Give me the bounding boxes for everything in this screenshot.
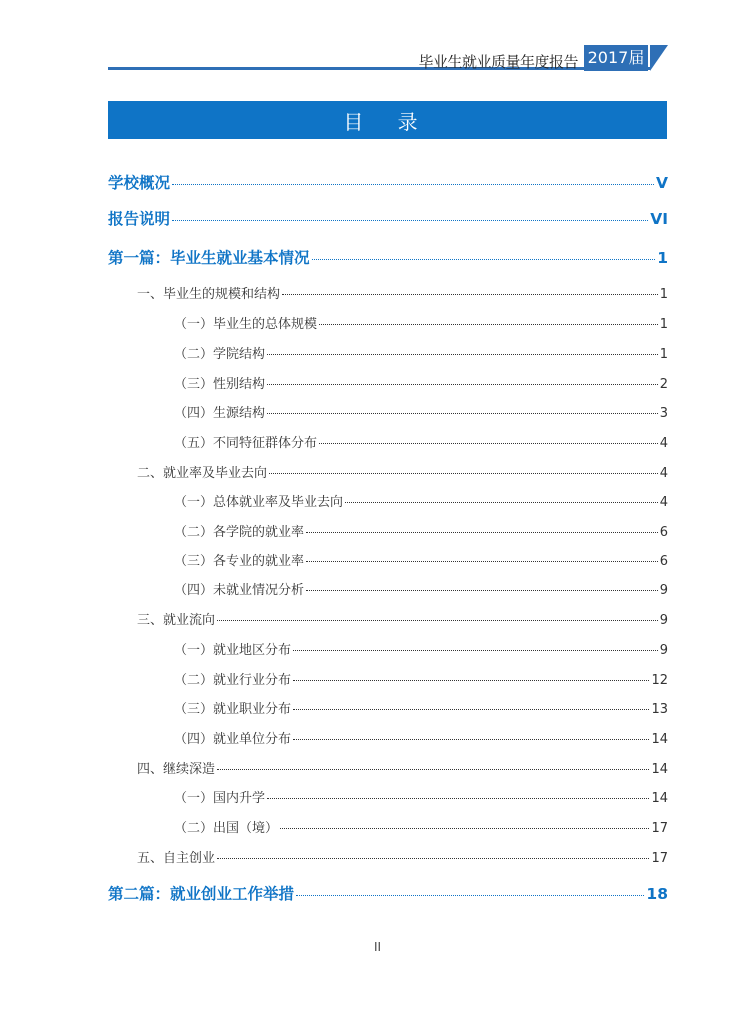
- toc-entry-page: 1: [657, 249, 668, 267]
- toc-entry-page: 6: [659, 554, 668, 569]
- toc-leader-dots: [293, 709, 649, 710]
- toc-entry-label: 一、毕业生的规模和结构: [137, 287, 281, 302]
- toc-leader-dots: [172, 184, 654, 185]
- toc-entry-label: （三）各专业的就业率: [174, 554, 305, 569]
- toc-title-bar: [108, 101, 667, 139]
- header-year-badge: 2017届: [584, 45, 648, 71]
- toc-entry[interactable]: [137, 847, 668, 866]
- toc-entry-label: （二）各学院的就业率: [174, 525, 305, 540]
- toc-entry-page: 4: [659, 495, 668, 510]
- toc-entry[interactable]: [174, 669, 668, 688]
- toc-leader-dots: [267, 354, 658, 355]
- toc-entry-label: （四）未就业情况分析: [174, 583, 305, 598]
- toc-entry-page: 17: [651, 821, 668, 836]
- toc-entry[interactable]: [174, 728, 668, 747]
- toc-entry-label: 四、继续深造: [137, 762, 216, 777]
- toc-entry-page: 18: [646, 885, 668, 903]
- toc-leader-dots: [217, 858, 649, 859]
- toc-leader-dots: [319, 443, 658, 444]
- toc-entry[interactable]: [174, 550, 668, 569]
- toc-leader-dots: [293, 650, 658, 651]
- toc-entry[interactable]: [174, 373, 668, 392]
- toc-entry-label: 学校概况: [108, 174, 171, 192]
- toc-entry[interactable]: [174, 402, 668, 421]
- toc-entry-label: （三）性别结构: [174, 377, 266, 392]
- toc-entry-label: （一）国内升学: [174, 791, 266, 806]
- toc-entry[interactable]: [174, 639, 668, 658]
- toc-entry-page: 1: [659, 317, 668, 332]
- toc-entry-page: 14: [651, 791, 668, 806]
- toc-leader-dots: [280, 828, 649, 829]
- toc-entry-label: 三、就业流向: [137, 613, 216, 628]
- toc-entry-page: 1: [659, 287, 668, 302]
- toc-entry[interactable]: [174, 787, 668, 806]
- header-title: 毕业生就业质量年度报告: [418, 53, 578, 71]
- toc-leader-dots: [282, 294, 658, 295]
- toc-title: 目 录: [343, 109, 432, 134]
- toc-leader-dots: [293, 680, 649, 681]
- toc-entry-page: 14: [651, 762, 668, 777]
- toc-entry-page: VI: [650, 210, 668, 228]
- toc-entry-label: （四）生源结构: [174, 406, 266, 421]
- toc-entry[interactable]: [174, 313, 668, 332]
- toc-leader-dots: [217, 769, 649, 770]
- toc-entry-label: （五）不同特征群体分布: [174, 436, 318, 451]
- toc-leader-dots: [293, 739, 649, 740]
- header-triangle: [650, 45, 668, 71]
- toc-entry-label: 第二篇：就业创业工作举措: [108, 885, 295, 903]
- toc-entry[interactable]: [108, 246, 668, 268]
- toc-leader-dots: [217, 620, 658, 621]
- toc-entry-label: （四）就业单位分布: [174, 732, 292, 747]
- toc-entry[interactable]: [108, 171, 668, 193]
- toc-entry[interactable]: [174, 579, 668, 598]
- toc-entry-page: 4: [659, 466, 668, 481]
- toc-entry-label: （一）就业地区分布: [174, 643, 292, 658]
- toc-entry[interactable]: [137, 609, 668, 628]
- toc-entry-page: V: [656, 174, 668, 192]
- toc-entry-page: 13: [651, 702, 668, 717]
- toc-entry[interactable]: [108, 207, 668, 229]
- toc-entry-page: 9: [659, 643, 668, 658]
- toc-entry-label: （二）就业行业分布: [174, 673, 292, 688]
- toc-entry[interactable]: [137, 462, 668, 481]
- toc-entry-page: 4: [659, 436, 668, 451]
- toc-entry[interactable]: [174, 521, 668, 540]
- toc-entry-page: 2: [659, 377, 668, 392]
- toc-leader-dots: [306, 590, 658, 591]
- toc-entry[interactable]: [174, 698, 668, 717]
- toc-entry[interactable]: [174, 432, 668, 451]
- toc-entry[interactable]: [137, 758, 668, 777]
- toc-entry-label: （一）毕业生的总体规模: [174, 317, 318, 332]
- toc-entry-page: 6: [659, 525, 668, 540]
- toc-entry-label: 第一篇：毕业生就业基本情况: [108, 249, 310, 267]
- toc-entry-label: （二）出国（境）: [174, 821, 279, 836]
- toc-leader-dots: [319, 324, 658, 325]
- page-header: [108, 40, 668, 74]
- toc-entry-label: （一）总体就业率及毕业去向: [174, 495, 344, 510]
- toc-leader-dots: [306, 561, 658, 562]
- toc-entry-label: （二）学院结构: [174, 347, 266, 362]
- toc-entry-label: （三）就业职业分布: [174, 702, 292, 717]
- toc-leader-dots: [267, 413, 658, 414]
- toc-leader-dots: [306, 532, 658, 533]
- toc-entry-label: 五、自主创业: [137, 851, 216, 866]
- toc-entry-page: 9: [659, 613, 668, 628]
- toc-entry[interactable]: [174, 491, 668, 510]
- toc-leader-dots: [172, 220, 648, 221]
- toc-leader-dots: [312, 259, 656, 260]
- toc-entry[interactable]: [108, 882, 668, 904]
- toc-entry-page: 9: [659, 583, 668, 598]
- toc-leader-dots: [267, 384, 658, 385]
- toc-leader-dots: [345, 502, 658, 503]
- toc-entry-label: 报告说明: [108, 210, 171, 228]
- toc-entry-page: 17: [651, 851, 668, 866]
- page-number: II: [373, 940, 382, 954]
- toc-entry-page: 14: [651, 732, 668, 747]
- toc-entry[interactable]: [174, 343, 668, 362]
- toc-leader-dots: [296, 895, 644, 896]
- toc-entry[interactable]: [137, 283, 668, 302]
- toc-entry-page: 3: [659, 406, 668, 421]
- toc-entry[interactable]: [174, 817, 668, 836]
- toc-entry-page: 1: [659, 347, 668, 362]
- toc-leader-dots: [269, 473, 658, 474]
- toc-entry-label: 二、就业率及毕业去向: [137, 466, 268, 481]
- toc-leader-dots: [267, 798, 649, 799]
- toc-entry-page: 12: [651, 673, 668, 688]
